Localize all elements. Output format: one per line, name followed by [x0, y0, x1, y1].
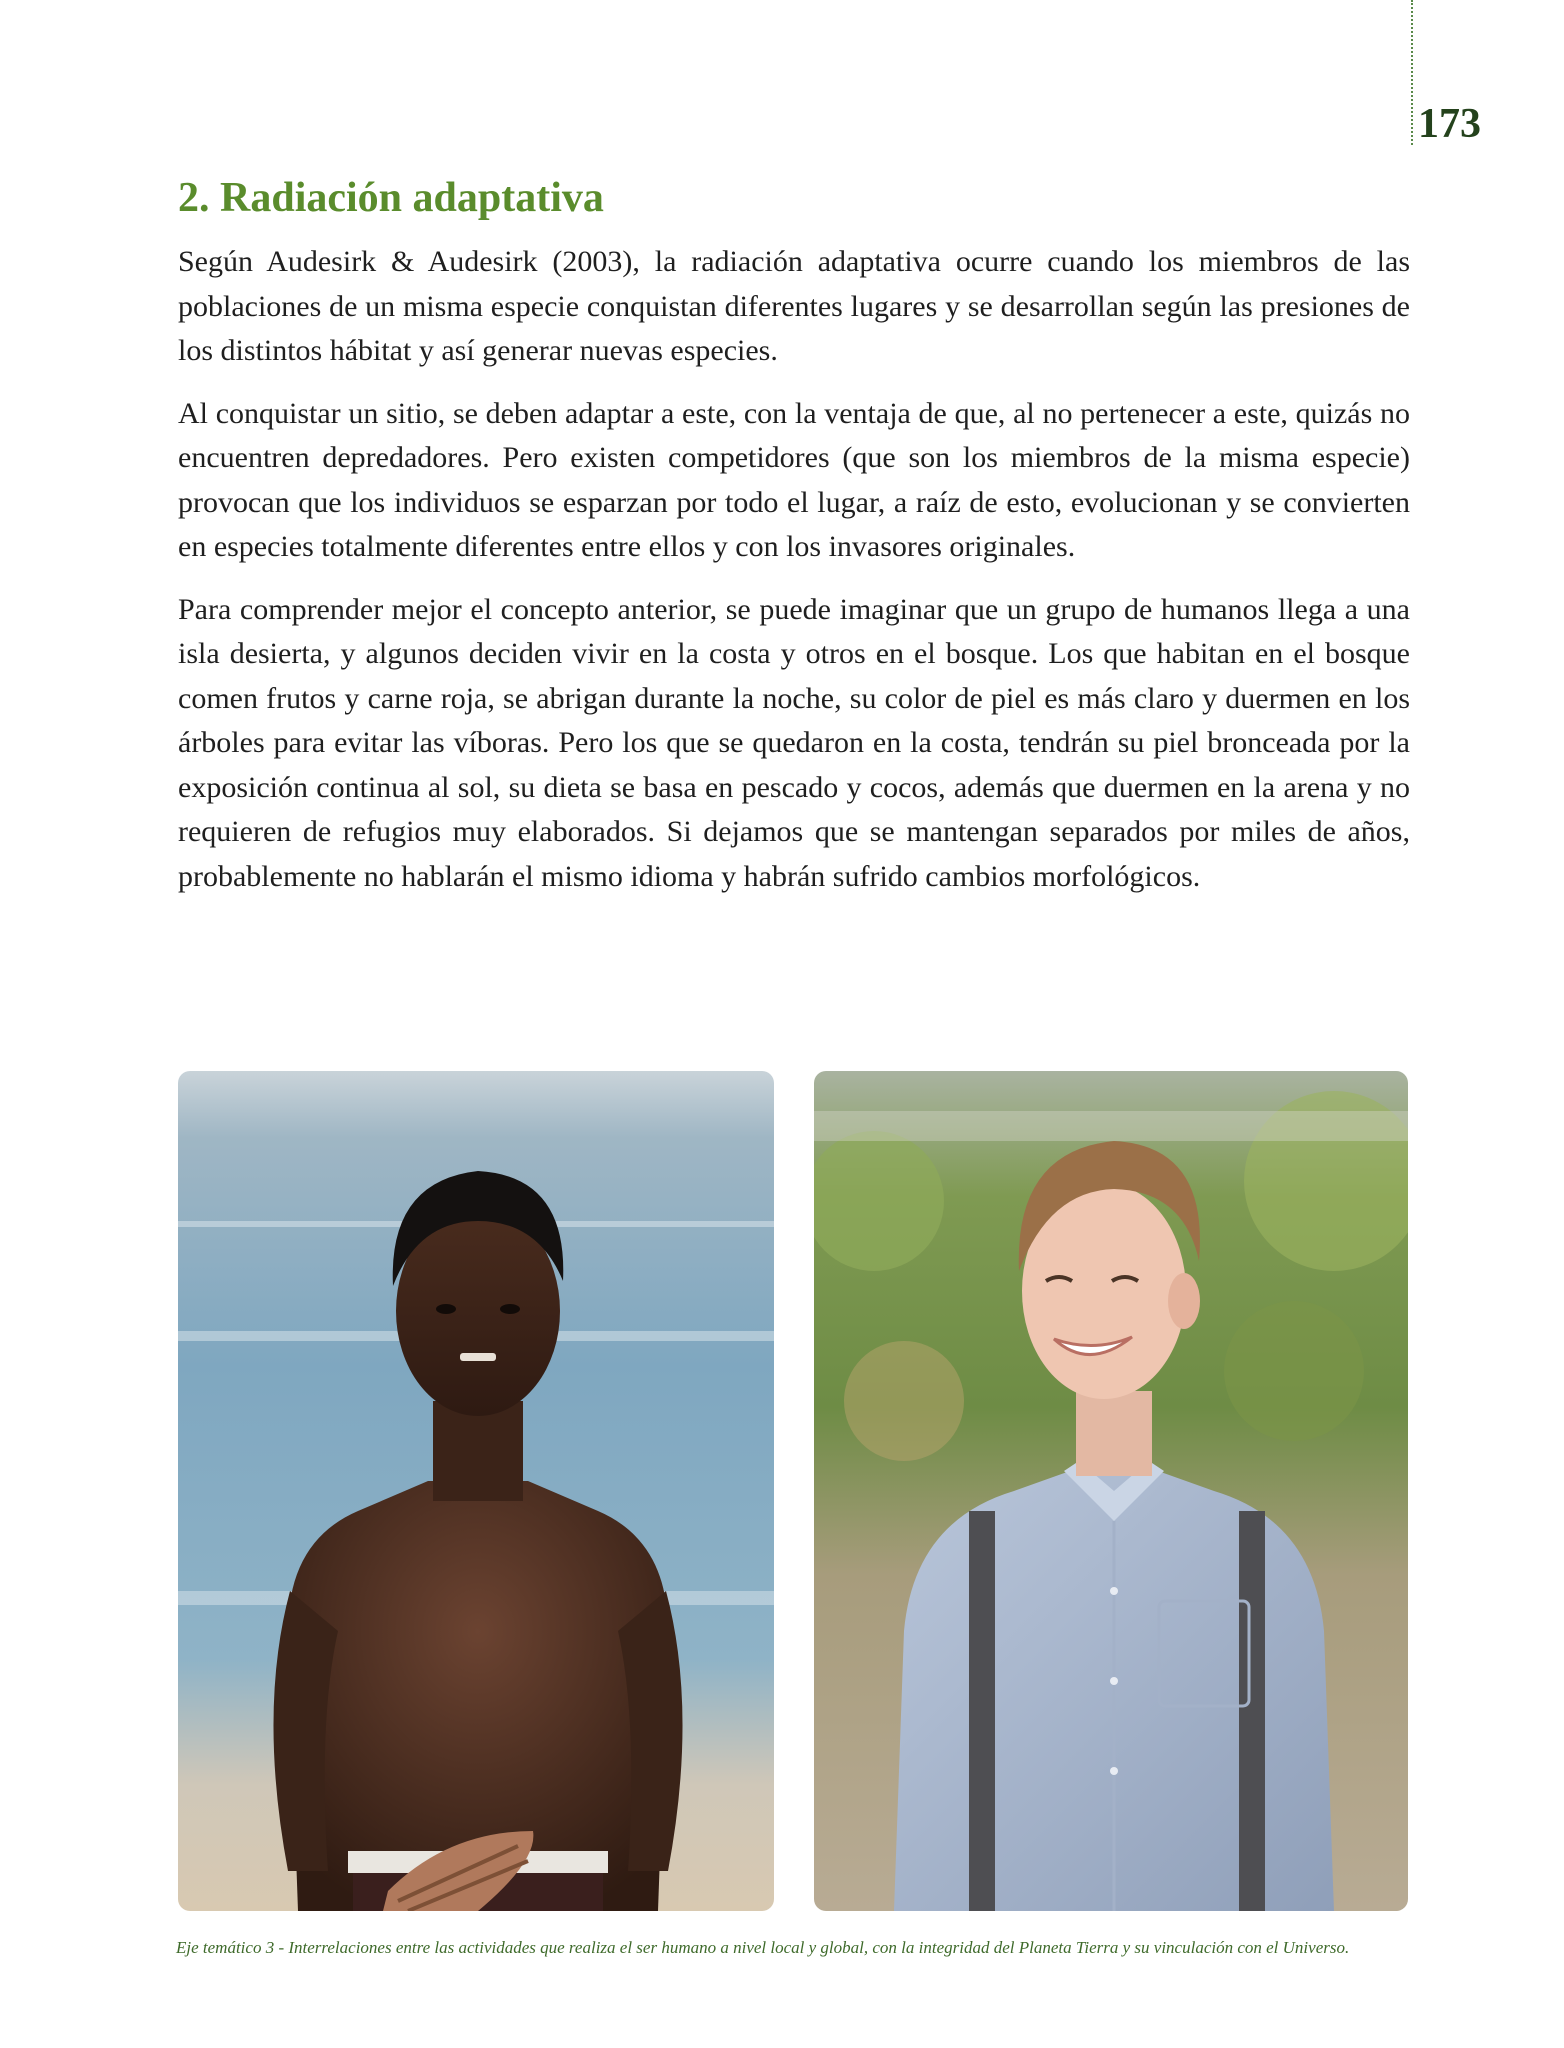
photo-coastal-boy [178, 1071, 774, 1911]
footer-caption: Eje temático 3 - Interrelaciones entre las actividades que realiza el ser humano a nivel local y global, con la integridad del Planeta Tierra y su vinculación con el Universo. [176, 1938, 1350, 1957]
paragraph: Al conquistar un sitio, se deben adaptar a este, con la ventaja de que, al no pertenecer a este, quizás no encuentren depredadores. Pero existen competidores (que son los miembros de la misma especie) provocan que los individuos se esparzan por todo el lugar, a raíz de esto, evolucionan y se convierten en especies totalmente diferentes entre ellos y con los invasores originales. [178, 396, 1410, 563]
paragraph: Para comprender mejor el concepto anterior, se puede imaginar que un grupo de humanos llega a una isla desierta, y algunos deciden vivir en la costa y otros en el bosque. Los que habitan en el bosque comen frutos y carne roja, se abrigan durante la noche, su color de piel es más claro y duermen en los árboles para evitar las víboras. Pero los que se quedaron en la costa, tendrán su piel bronceada por la exposición continua al sol, su dieta se basa en pescado y cocos, además que duermen en la arena y no requieren de refugios muy elaborados. Si dejamos que se mantengan separados por miles de años, probablemente no hablarán el mismo idioma y habrán sufrido cambios morfológicos. [178, 592, 1410, 893]
photo-forest-boy [814, 1071, 1408, 1911]
body-text [178, 240, 1410, 917]
page-margin-rule [1411, 0, 1413, 145]
section-heading: 2. Radiación adaptativa [178, 175, 604, 221]
page-number: 173 [1418, 101, 1481, 147]
paragraph: Según Audesirk & Audesirk (2003), la radiación adaptativa ocurre cuando los miembros de las poblaciones de un misma especie conquistan diferentes lugares y se desarrollan según las presiones de los distintos hábitat y así generar nuevas especies. [178, 245, 1410, 367]
